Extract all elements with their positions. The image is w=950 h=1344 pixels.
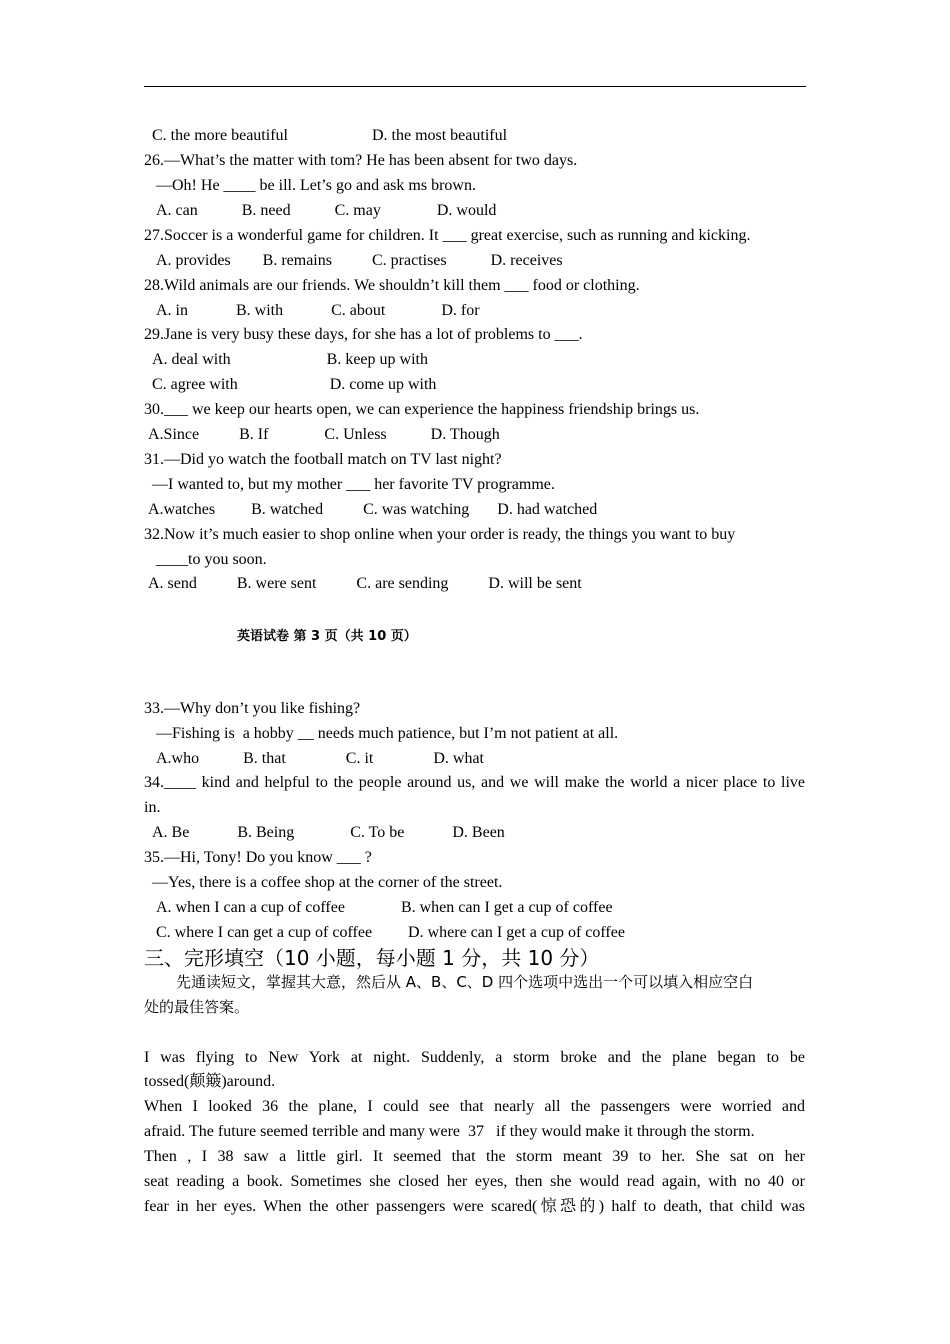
text-line: —I wanted to, but my mother ___ her favorite TV programme. xyxy=(152,476,555,493)
text-line: C. the more beautiful D. the most beautiful xyxy=(152,127,508,144)
instruction-line-1: 先通读短文，掌握其大意，然后从 A、B、C、D 四个选项中选出一个可以填入相应空白 xyxy=(176,973,754,991)
text-line: 32.Now it’s much easier to shop online when your order is ready, the things you want to buy xyxy=(144,526,736,543)
text-line: C. where I can get a cup of coffee D. where can I get a cup of coffee xyxy=(156,924,625,941)
text-line: 28.Wild animals are our friends. We shouldn’t kill them ___ food or clothing. xyxy=(144,277,640,294)
text-line: A.who B. that C. it D. what xyxy=(156,750,484,767)
instruction-line-2: 处的最佳答案。 xyxy=(144,998,250,1016)
text-line: A. can B. need C. may D. would xyxy=(156,202,497,219)
text-line: A.watches B. watched C. was watching D. had watched xyxy=(148,501,598,518)
text-line: C. agree with D. come up with xyxy=(152,376,437,393)
text-line: 33.—Why don’t you like fishing? xyxy=(144,700,361,717)
text-line: 26.—What’s the matter with tom? He has been absent for two days. xyxy=(144,152,578,169)
text-line: 27.Soccer is a wonderful game for children. It ___ great exercise, such as running and kicking. xyxy=(144,227,751,244)
text-line: —Yes, there is a coffee shop at the corner of the street. xyxy=(152,874,503,891)
page-footer: 英语试卷 第 3 页（共 10 页） xyxy=(237,629,417,644)
text-line: A. provides B. remains C. practises D. receives xyxy=(156,252,563,269)
text-line: 29.Jane is very busy these days, for she has a lot of problems to ___. xyxy=(144,326,583,343)
text-line: A. when I can a cup of coffee B. when can I get a cup of coffee xyxy=(156,899,613,916)
text-line: 31.—Did yo watch the football match on TV last night? xyxy=(144,451,502,468)
section-heading: 三、完形填空（10 小题，每小题 1 分，共 10 分） xyxy=(144,946,600,970)
text-line: in. xyxy=(144,799,161,816)
passage-line: Then , I 38 saw a little girl. It seemed that the storm meant 39 to her. She sat on her xyxy=(144,1148,805,1165)
passage-line: When I looked 36 the plane, I could see that nearly all the passengers were worried and xyxy=(144,1098,805,1115)
text-line: afraid. The future seemed terrible and many were 37 if they would make it through the storm. xyxy=(144,1123,755,1140)
header-rule xyxy=(144,86,806,87)
text-line: ____to you soon. xyxy=(156,551,267,568)
text-line: —Fishing is a hobby __ needs much patience, but I’m not patient at all. xyxy=(156,725,619,742)
passage-line: I was flying to New York at night. Suddenly, a storm broke and the plane began to be xyxy=(144,1049,805,1066)
text-line: 30.___ we keep our hearts open, we can experience the happiness friendship brings us. xyxy=(144,401,700,418)
passage-line: 34.____ kind and helpful to the people around us, and we will make the world a nicer place to live xyxy=(144,774,805,791)
passage-line: seat reading a book. Sometimes she closed her eyes, then she would read again, with no 40 or xyxy=(144,1173,805,1190)
text-line: A. in B. with C. about D. for xyxy=(156,302,480,319)
text-line: 35.—Hi, Tony! Do you know ___ ? xyxy=(144,849,372,866)
text-line: tossed(颠簸)around. xyxy=(144,1073,276,1090)
text-line: A. Be B. Being C. To be D. Been xyxy=(152,824,505,841)
text-line: A.Since B. If C. Unless D. Though xyxy=(148,426,500,443)
text-line: A. deal with B. keep up with xyxy=(152,351,428,368)
passage-line: fear in her eyes. When the other passengers were scared(惊恐的) half to death, that child was xyxy=(144,1198,805,1215)
text-line: —Oh! He ____ be ill. Let’s go and ask ms brown. xyxy=(156,177,476,194)
text-line: A. send B. were sent C. are sending D. will be sent xyxy=(148,575,582,592)
